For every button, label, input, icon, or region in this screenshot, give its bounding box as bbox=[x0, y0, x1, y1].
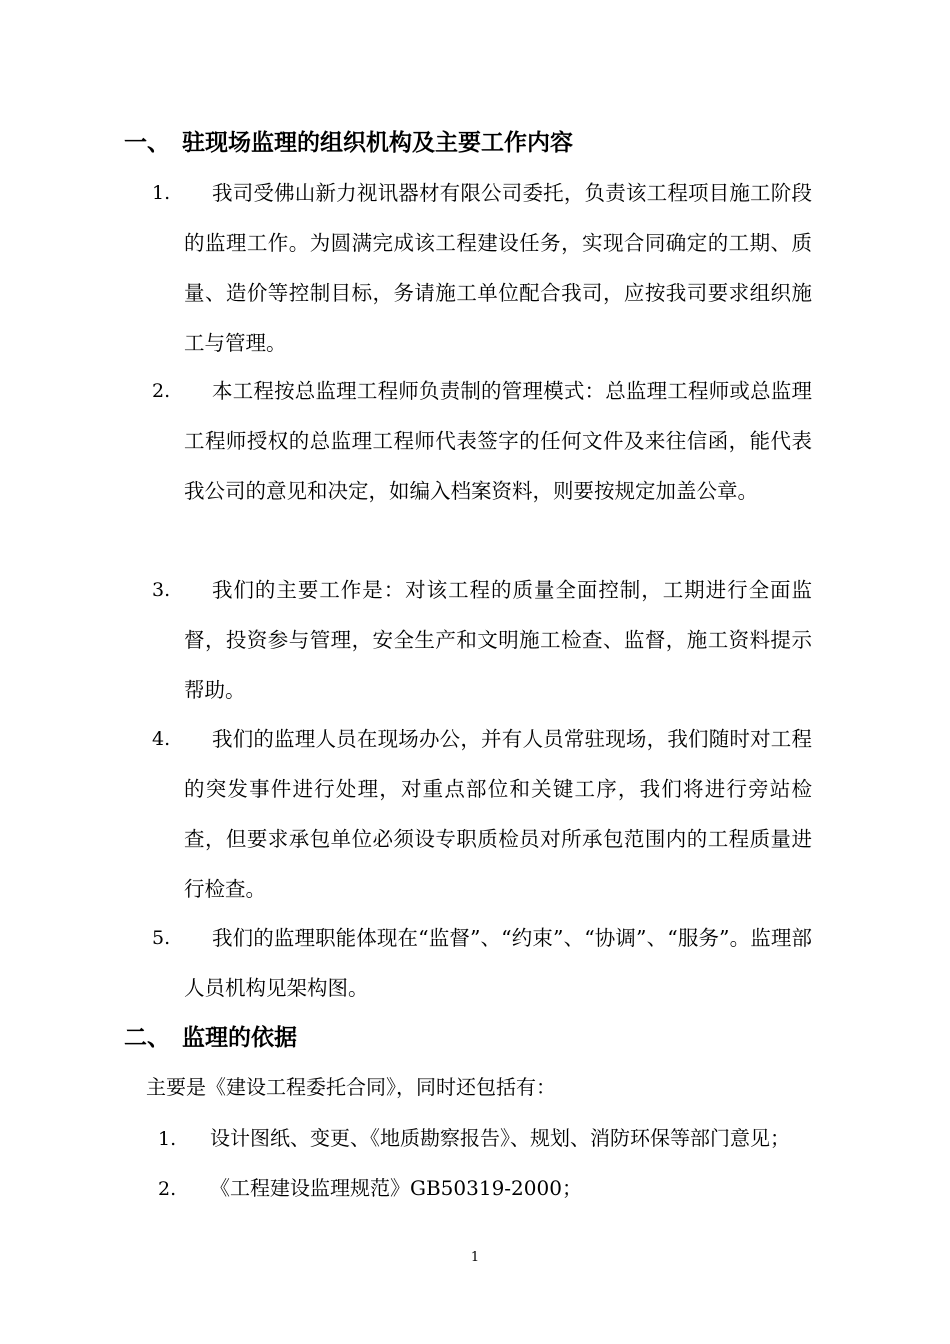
list-item-number: 5. bbox=[152, 927, 171, 949]
list-item bbox=[152, 168, 812, 368]
section-1-title: 驻现场监理的组织机构及主要工作内容 bbox=[182, 130, 573, 156]
list-item bbox=[152, 565, 812, 715]
section-2-heading bbox=[124, 1023, 297, 1053]
list-item-number: 1. bbox=[158, 1128, 177, 1150]
list-item-number: 2. bbox=[158, 1178, 177, 1200]
section-2-title: 监理的依据 bbox=[182, 1025, 297, 1051]
page-number: 1 bbox=[470, 1250, 480, 1265]
list-item bbox=[152, 366, 812, 516]
list-item bbox=[152, 913, 812, 1013]
section-1-number: 一、 bbox=[124, 130, 170, 156]
section-2-intro: 主要是《建设工程委托合同》，同时还包括有： bbox=[146, 1075, 556, 1099]
list-item bbox=[158, 1123, 790, 1154]
list-item bbox=[152, 714, 812, 914]
list-item-text: 《工程建设监理规范》GB50319-2000； bbox=[210, 1176, 582, 1200]
list-item-number: 3. bbox=[152, 579, 171, 601]
list-item-text: 本工程按总监理工程师负责制的管理模式：总监理工程师或总监理工程师授权的总监理工程师代表签字的任何文件及来往信函，能代表我公司的意见和决定，如编入档案资料，则要按规定加盖公章。 bbox=[184, 379, 812, 503]
list-item-number: 4. bbox=[152, 728, 171, 750]
list-item-text: 我们的监理人员在现场办公，并有人员常驻现场，我们随时对工程的突发事件进行处理，对重点部位和关键工序，我们将进行旁站检查，但要求承包单位必须设专职质检员对所承包范围内的工程质量进行检查。 bbox=[184, 727, 812, 901]
section-2-number: 二、 bbox=[124, 1025, 170, 1051]
list-item-text: 我司受佛山新力视讯器材有限公司委托，负责该工程项目施工阶段的监理工作。为圆满完成该工程建设任务，实现合同确定的工期、质量、造价等控制目标，务请施工单位配合我司，应按我司要求组织施工与管理。 bbox=[184, 181, 812, 355]
list-item-text: 我们的监理职能体现在“监督”、“约束”、“协调”、“服务”。监理部人员机构见架构图。 bbox=[184, 926, 812, 1000]
section-1-heading bbox=[124, 128, 573, 158]
list-item-number: 1. bbox=[152, 182, 171, 204]
list-item bbox=[158, 1173, 582, 1204]
list-item-text: 我们的主要工作是：对该工程的质量全面控制，工期进行全面监督，投资参与管理，安全生产和文明施工检查、监督，施工资料提示帮助。 bbox=[184, 578, 812, 702]
list-item-number: 2. bbox=[152, 380, 171, 402]
list-item-text: 设计图纸、变更、《地质勘察报告》、规划、消防环保等部门意见； bbox=[210, 1126, 790, 1150]
